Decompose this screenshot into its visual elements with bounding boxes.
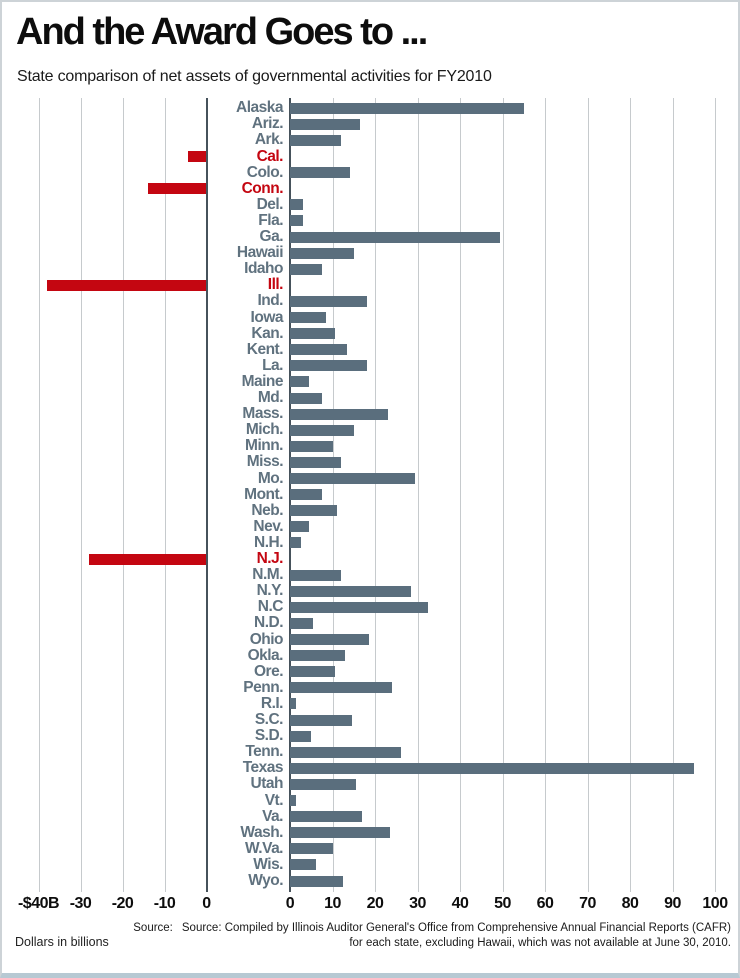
bar-ind [290,296,367,307]
neg-tick-label: -10 [153,894,176,912]
state-label-ore: Ore. [253,662,283,680]
bar-nh [290,537,301,548]
bar-del [290,199,303,210]
bar-kent [290,344,347,355]
state-label-iowa: Iowa [250,308,283,326]
bar-ariz [290,119,360,130]
gridline [715,98,716,892]
bar-conn [148,183,207,194]
state-label-md: Md. [257,389,283,407]
bar-wash [290,827,390,838]
bar-wva [290,843,333,854]
bar-nev [290,521,309,532]
pos-tick-label: 0 [285,894,295,912]
state-label-ind: Ind. [257,292,283,310]
state-label-vt: Vt. [264,791,283,809]
bar-iowa [290,312,326,323]
state-label-mass: Mass. [242,405,283,423]
pos-tick-label: 100 [702,894,728,912]
state-label-ny: N.Y. [256,582,283,600]
bar-nm [290,570,341,581]
pos-tick-label: 40 [451,894,469,912]
state-label-va: Va. [262,807,283,825]
state-label-nev: Nev. [253,517,283,535]
state-label-nm: N.M. [252,566,283,584]
x-axis [2,893,738,917]
bar-mo [290,473,415,484]
state-label-mo: Mo. [257,469,283,487]
bar-hawaii [290,248,354,259]
bar-tenn [290,747,401,758]
gridline [123,98,124,892]
state-label-kan: Kan. [251,324,283,342]
state-label-del: Del. [256,195,283,213]
state-label-ill: Ill. [267,276,283,294]
pos-tick-label: 20 [366,894,384,912]
bar-wyo [290,876,343,887]
bar-fla [290,215,303,226]
state-label-sd: S.D. [254,727,283,745]
neg-tick-label: -$40B [17,894,60,912]
state-label-conn: Conn. [241,179,283,197]
bar-minn [290,441,333,452]
state-label-ga: Ga. [259,228,283,246]
bar-ga [290,232,500,243]
state-label-okla: Okla. [247,646,283,664]
state-label-colo: Colo. [246,163,283,181]
source-note [133,921,731,951]
state-label-ri: R.I. [260,694,283,712]
bar-kan [290,328,335,339]
bar-neb [290,505,337,516]
bar-nd [290,618,313,629]
units-note: Dollars in billions [15,934,109,949]
gridline [39,98,40,892]
gridline [81,98,82,892]
bar-va [290,811,362,822]
state-label-penn: Penn. [243,678,283,696]
source-prefix: Source: [133,921,173,934]
bar-okla [290,650,345,661]
state-label-wis: Wis. [253,855,283,873]
bar-mich [290,425,354,436]
bar-ohio [290,634,369,645]
state-label-maine: Maine [241,372,283,390]
bar-sc [290,715,352,726]
bar-mont [290,489,322,500]
page-title: And the Award Goes to ... [16,11,427,53]
bar-texas [290,763,694,774]
state-label-idaho: Idaho [244,260,283,278]
bar-ore [290,666,335,677]
bar-cal [188,151,207,162]
bar-la [290,360,367,371]
state-label-utah: Utah [250,775,283,793]
state-label-sc: S.C. [254,711,283,729]
state-label-wash: Wash. [240,823,283,841]
bar-utah [290,779,356,790]
state-label-ohio: Ohio [249,630,283,648]
state-label-alaska: Alaska [236,99,283,117]
bar-penn [290,682,392,693]
bar-ny [290,586,411,597]
pos-tick-label: 50 [494,894,511,912]
pos-tick-label: 10 [324,894,341,912]
bar-sd [290,731,311,742]
state-label-nj: N.J. [256,550,283,568]
source-line-1 [133,921,731,936]
bar-wis [290,859,316,870]
pos-tick-label: 60 [536,894,554,912]
gridline [165,98,166,892]
bar-ill [47,280,207,291]
source-line-2: for each state, excluding Hawaii, which was not available at June 30, 2010. [349,936,731,949]
state-label-nd: N.D. [254,614,283,632]
state-label-la: La. [262,356,283,374]
bar-md [290,393,322,404]
state-label-kent: Kent. [246,340,283,358]
state-label-tenn: Tenn. [245,743,283,761]
bar-vt [290,795,296,806]
state-label-nc: N.C [257,598,283,616]
bar-maine [290,376,309,387]
source-text: Source: Compiled by Illinois Auditor General's Office from Comprehensive Annual Financial Reports (CAFR) [181,921,731,934]
state-label-hawaii: Hawaii [236,244,283,262]
bar-nc [290,602,428,613]
pos-tick-label: 70 [579,894,596,912]
state-label-texas: Texas [242,759,283,777]
pos-tick-label: 30 [409,894,426,912]
bar-nj [89,554,207,565]
state-label-wyo: Wyo. [248,872,283,890]
state-label-ark: Ark. [254,131,283,149]
chart-subtitle: State comparison of net assets of governmental activities for FY2010 [17,67,492,85]
state-label-wva: W.Va. [245,839,283,857]
state-label-fla: Fla. [258,211,283,229]
neg-tick-label: -20 [111,894,134,912]
state-label-neb: Neb. [251,501,283,519]
state-label-mich: Mich. [245,421,283,439]
bar-alaska [290,103,524,114]
footer [2,919,738,971]
state-label-minn: Minn. [245,437,283,455]
state-label-nh: N.H. [254,533,283,551]
state-label-ariz: Ariz. [251,115,283,133]
state-label-cal: Cal. [256,147,283,165]
bar-miss [290,457,341,468]
bar-idaho [290,264,322,275]
bar-chart [2,98,738,892]
bar-mass [290,409,388,420]
neg-tick-label: 0 [202,894,211,912]
neg-tick-label: -30 [69,894,92,912]
bar-ri [290,698,296,709]
state-label-miss: Miss. [246,453,283,471]
state-label-mont: Mont. [244,485,283,503]
bar-ark [290,135,341,146]
pos-tick-label: 80 [621,894,639,912]
bar-colo [290,167,350,178]
header [2,2,738,86]
pos-tick-label: 90 [664,894,681,912]
